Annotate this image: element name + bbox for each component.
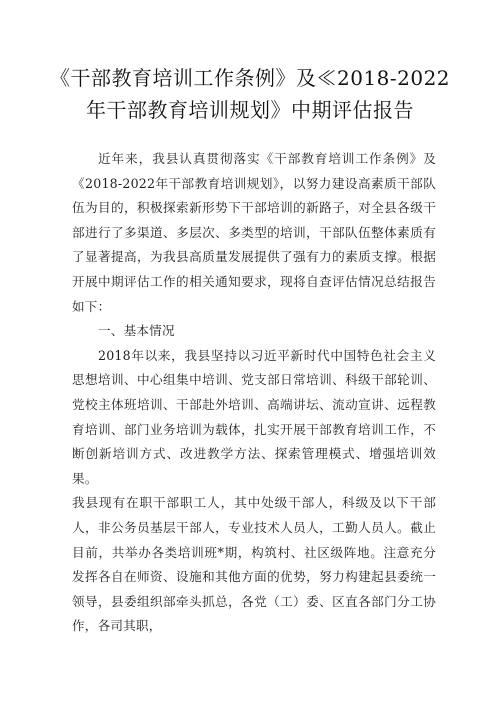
report-body xyxy=(72,147,436,639)
paragraph-training-overview: 2018年以来，我县坚持以习近平新时代中国特色社会主义思想培训、中心组集中培训、党支部日常培训、科级干部轮训、党校主体班培训、干部赴外培训、高端讲坛、流动宣讲、远程教育培训、部门业务培训为载体，扎实开展干部教育培训工作，不断创新培训方式、改进教学方法、探索管理模式、增强培训效果。 xyxy=(72,347,436,486)
paragraph-intro: 近年来，我县认真贯彻落实《干部教育培训工作条例》及《2018-2022年干部教育培训规划》，以努力建设高素质干部队伍为目的，积极探索新形势下干部培训的新路子，对全县各级干部进行了多渠道、多层次、多类型的培训，干部队伍整体素质有了显著提高，为我县高质量发展提供了强有力的素质支撑。根据开展中期评估工作的相关通知要求，现将自查评估情况总结报告如下： xyxy=(72,151,436,314)
section-heading-basic-situation: 一、基本情况 xyxy=(98,323,175,339)
report-title-line-1: 《干部教育培训工作条例》及≪2018-2022 xyxy=(49,66,451,90)
paragraph-staff-statistics: 我县现有在职干部职工人，其中处级干部人，科级及以下干部人，非公务员基层干部人，专业技术人员人，工勤人员人。截止目前，共举办各类培训班*期，构筑村、社区级阵地。注意充分发挥各自在师资、设施和其他方面的优势，努力构建起县委统一领导，县委组织部牵头抓总，各党（工）委、区直各部门分工协作，各司其职， xyxy=(72,495,436,634)
report-title-line-2: 年干部教育培训规划》中期评估报告 xyxy=(86,98,414,122)
